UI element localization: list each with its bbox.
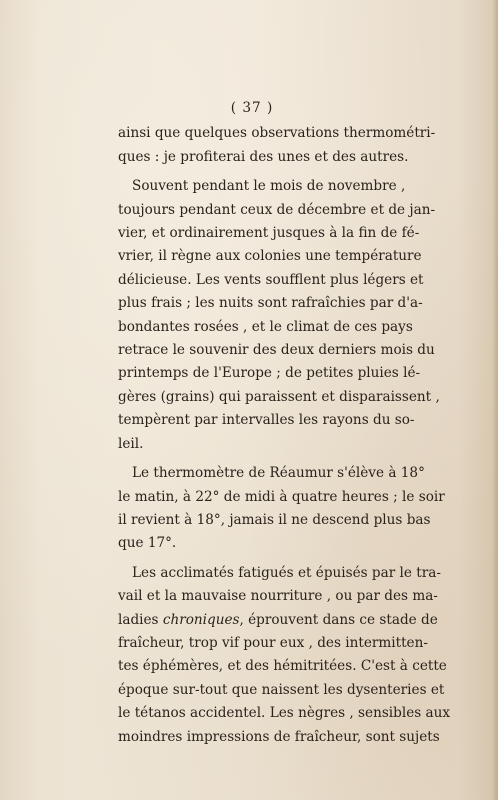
text-line: Les acclimatés fatigués et épuisés par le tra- (132, 564, 441, 581)
text-line: vail et la mauvaise nourriture , ou par des ma- (118, 588, 438, 605)
text-line: vrier, il règne aux colonies une température (118, 248, 422, 265)
paragraph-4 (118, 562, 451, 749)
text-line: le matin, à 22° de midi à quatre heures ; le soir (118, 488, 445, 505)
text-line: plus frais ; les nuits sont rafraîchies par d'a- (118, 295, 423, 312)
page-text (118, 97, 451, 749)
page-number: ( 37 ) (230, 100, 274, 116)
text-segment: ladies (118, 611, 163, 628)
text-line: moindres impressions de fraîcheur, sont sujets (118, 728, 440, 745)
text-line: toujours pendant ceux de décembre et de jan- (118, 201, 436, 218)
text-line: tempèrent par intervalles les rayons du so- (118, 412, 415, 429)
text-line: époque sur-tout que naissent les dysenteries et (118, 681, 445, 698)
text-line: printemps de l'Europe ; de petites pluies lé- (118, 365, 421, 382)
text-line: que 17°. (118, 535, 177, 552)
text-line: tes éphémères, et des hémitritées. C'est à cette (118, 658, 447, 675)
text-line: il revient à 18°, jamais il ne descend plus bas (118, 511, 431, 528)
italic-term: chroniques (162, 611, 240, 628)
text-line: Souvent pendant le mois de novembre , (132, 178, 406, 195)
paragraph-2 (118, 175, 440, 456)
page-edge-shadow (492, 0, 498, 800)
text-line: ques : je profiterai des unes et des autres. (118, 148, 409, 165)
text-line: délicieuse. Les vents soufflent plus légers et (118, 271, 424, 288)
paragraph-3 (118, 462, 445, 556)
text-segment: , éprouvent dans ce stade de (239, 611, 438, 628)
text-line: Le thermomètre de Réaumur s'élève à 18° (132, 465, 425, 482)
text-line: ainsi que quelques observations thermométri- (118, 125, 436, 142)
text-line: leil. (118, 435, 144, 452)
text-line: fraîcheur, trop vif pour eux , des intermitten- (118, 634, 428, 651)
text-line: bondantes rosées , et le climat de ces pays (118, 318, 413, 335)
text-line: le tétanos accidentel. Les nègres , sensibles aux (118, 705, 451, 722)
text-line: gères (grains) qui paraissent et disparaissent , (118, 388, 440, 405)
text-line: retrace le souvenir des deux derniers mois du (118, 342, 435, 359)
text-line: vier, et ordinairement jusques à la fin de fé- (118, 225, 420, 242)
text-line (118, 609, 438, 632)
paragraph-1 (118, 122, 436, 169)
